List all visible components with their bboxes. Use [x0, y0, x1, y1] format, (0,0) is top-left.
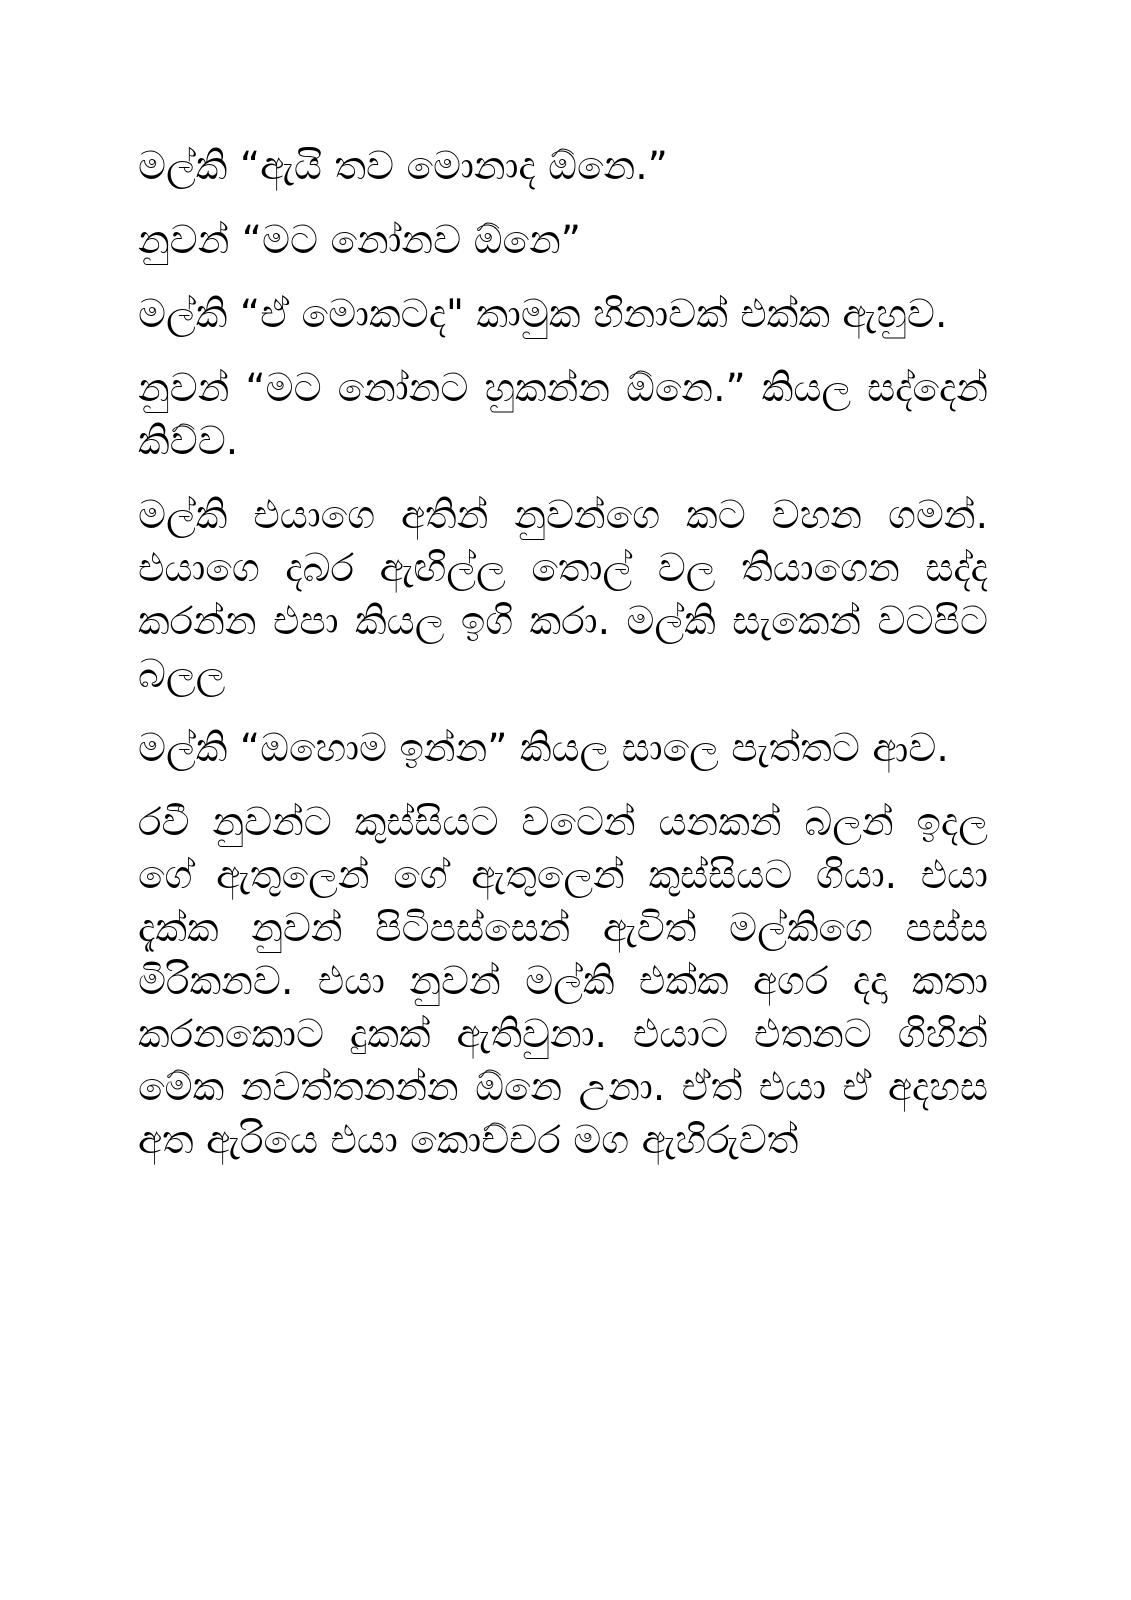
paragraph-7: රවී නුවන්ට කුස්සියට වටෙන් යනකන් බලන් ඉදල ගේ ඇතුලෙන් ගේ ඇතුලෙන් කුස්සියට ගියා. එයා දැක්ක නුවන් පිටිපස්සෙන් ඇවිත් මල්කිගෙ පස්ස මිරිකනව. එයා නුවන් මල්කි එක්ක අගර දදා කතා කරනකොට දුකක් ඇතිවුනා. එයාට එතනට ගිහින් මේක නවත්තනන්න ඕනෙ උනා. ඒත් එයා ඒ අදහස අත ඇරියෙ එයා කොච්චර මග ඇහිරුවත් — [138, 800, 988, 1163]
paragraph-6: මල්කි “ඔහොම ඉන්න” කියල සාලෙ පැත්තට ආව. — [138, 726, 949, 771]
paragraph-3: මල්කි “ඒ මොකටද" කාමුක හිනාවක් එක්ක ඇහුව. — [138, 292, 948, 337]
paragraph-1: මල්කි “ඇයි තව මොනාද ඕනෙ.” — [138, 144, 668, 189]
paragraph-4: නුවන් “මට නෝනට හුකන්න ඕනෙ.” කියල සද්දෙන් කිව්ව. — [138, 366, 988, 464]
paragraph-2: නුවන් “මට නෝනව ඕනෙ” — [138, 218, 581, 263]
paragraph-5: මල්කි එයාගෙ අතින් නුවන්ගෙ කට වහන ගමන්. එයාගෙ දබර ඇඟිල්ල තොල් වල තියාගෙන සද්ද කරන්න එපා කියල ඉගි කරා. මල්කි සැකෙන් වටපිට බලල — [138, 493, 988, 697]
document-page — [138, 140, 988, 1188]
